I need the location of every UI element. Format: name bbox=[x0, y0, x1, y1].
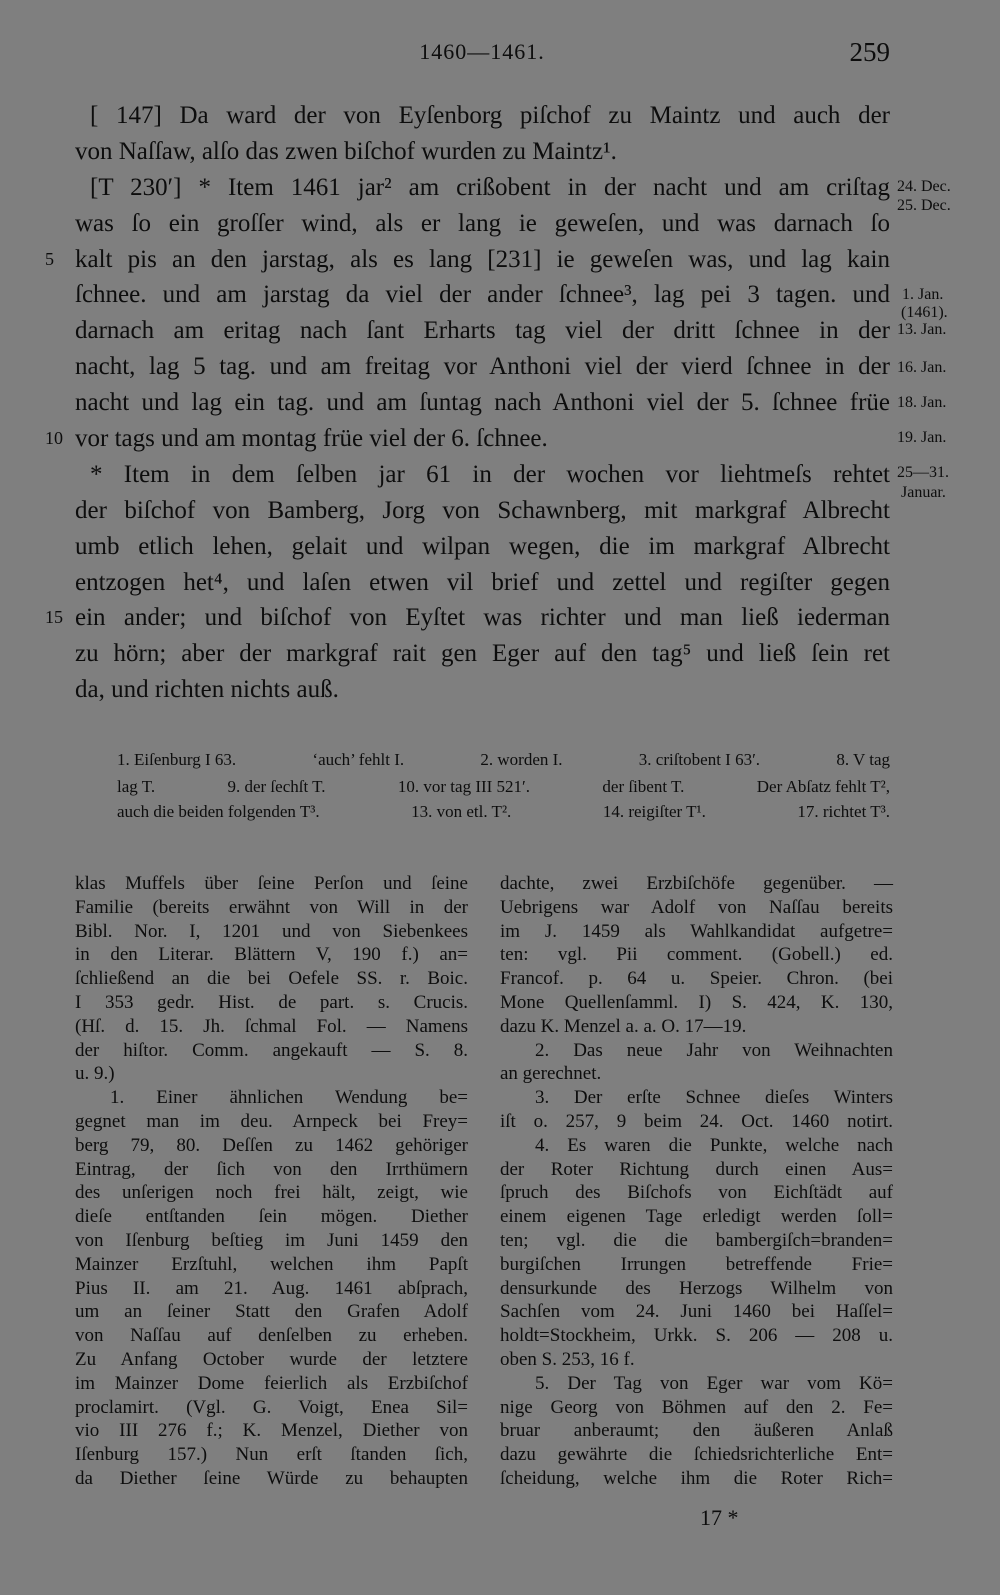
note-line: Zu Anfang October wurde der letztere bbox=[75, 1348, 468, 1370]
note-line: Iſenburg 157.) Nun erſt ſtanden ſich, bbox=[75, 1444, 468, 1466]
note-line: proclamirt. (Vgl. G. Voigt, Enea Sil= bbox=[75, 1396, 468, 1418]
apparatus-entry: 14. reigiſter T¹. bbox=[602, 802, 706, 821]
main-text-line bbox=[75, 493, 890, 529]
line-text: darnach am eritag nach ſant Erharts tag viel der dritt ſchnee in der bbox=[75, 317, 890, 345]
main-text-line bbox=[75, 636, 890, 672]
line-text: nacht und lag ein tag. und am ſuntag nach Anthoni viel der 5. ſchnee früe bbox=[75, 389, 890, 417]
note-line: gegnet man im deu. Arnpeck bei Frey= bbox=[75, 1110, 468, 1132]
main-text-line bbox=[75, 206, 890, 242]
line-text: zu hörn; aber der markgraf rait gen Eger auf den tag⁵ und ließ ſein ret bbox=[75, 640, 890, 668]
apparatus-entry: 13. von etl. T². bbox=[411, 802, 512, 821]
note-line: vio III 276 f.; K. Menzel, Diether von bbox=[75, 1420, 468, 1442]
main-text-line bbox=[45, 421, 890, 457]
line-text: [ 147] Da ward der von Eyſenborg piſchof zu Maintz und auch der bbox=[90, 102, 890, 129]
note-line: oben S. 253, 16 f. bbox=[500, 1348, 635, 1370]
note-line: um an ſeiner Statt den Grafen Adolf bbox=[75, 1301, 468, 1323]
note-line: dieſe entſtanden ſein mögen. Diether bbox=[75, 1206, 468, 1228]
note-line: bruar anberaumt; den äußeren Anlaß bbox=[500, 1420, 893, 1442]
main-text-line bbox=[45, 242, 890, 278]
main-text-line bbox=[75, 313, 890, 349]
apparatus-entry: 17. richtet T³. bbox=[797, 802, 890, 821]
margin-date: (1461). bbox=[901, 304, 948, 321]
main-text-line bbox=[75, 457, 890, 493]
apparatus-entry: 9. der ſechſt T. bbox=[227, 777, 326, 796]
apparatus-line bbox=[117, 799, 890, 825]
line-text: vor tags und am montag früe viel der 6. ſchnee. bbox=[75, 425, 548, 453]
apparatus-entry: 8. V tag bbox=[836, 750, 890, 769]
line-number: 10 bbox=[45, 428, 63, 449]
apparatus-entry: 1. Eiſenburg I 63. bbox=[117, 750, 237, 769]
note-line: des unſerigen noch frei hält, zeigt, wie bbox=[75, 1182, 468, 1204]
apparatus-entry: Der Abſatz fehlt T², bbox=[756, 777, 890, 796]
note-line: ten; vgl. die die bambergiſch=branden= bbox=[500, 1229, 893, 1251]
line-text: der biſchof von Bamberg, Jorg von Schawnberg, mit markgraf Albrecht bbox=[75, 496, 890, 524]
line-number: 5 bbox=[45, 248, 54, 269]
note-line: Sachſen vom 24. Juni 1460 bei Haſſel= bbox=[500, 1301, 893, 1323]
note-line: 2. Das neue Jahr von Weihnachten bbox=[535, 1039, 893, 1061]
line-text: ein ander; und biſchof von Eyſtet was richter und man ließ iederman bbox=[75, 604, 890, 632]
apparatus-entry: 2. worden I. bbox=[480, 750, 563, 769]
note-line: 4. Es waren die Punkte, welche nach bbox=[535, 1134, 893, 1156]
note-line: da Diether ſeine Würde zu behaupten bbox=[75, 1467, 468, 1489]
main-text-line bbox=[75, 349, 890, 385]
note-line: an gerechnet. bbox=[500, 1063, 602, 1085]
line-text: ſchnee. und am jarstag da viel der ander ſchnee³, lag pei 3 tagen. und bbox=[75, 281, 890, 309]
note-line: der hiſtor. Comm. angekauft — S. 8. bbox=[75, 1039, 468, 1061]
note-line: im Mainzer Dome feierlich als Erzbiſchof bbox=[75, 1372, 468, 1394]
note-line: 5. Der Tag von Eger war vom Kö= bbox=[535, 1372, 893, 1394]
note-line: Eintrag, der ſich von den Irrthümern bbox=[75, 1158, 468, 1180]
margin-date: 25—31. bbox=[897, 464, 949, 481]
note-line: densurkunde des Herzogs Wilhelm von bbox=[500, 1277, 893, 1299]
note-line: ſcheidung, welche ihm die Roter Rich= bbox=[500, 1467, 893, 1489]
main-text-line bbox=[75, 672, 890, 708]
margin-date: 1. Jan. bbox=[902, 286, 944, 303]
apparatus-entry: der ſibent T. bbox=[602, 777, 685, 796]
note-line: ſpruch des Biſchofs von Eichſtädt auf bbox=[500, 1182, 893, 1204]
main-text-line bbox=[75, 277, 890, 313]
note-line: nige Georg von Böhmen auf den 2. Fe= bbox=[500, 1396, 893, 1418]
note-line: Uebrigens war Adolf von Naſſau bereits bbox=[500, 896, 893, 918]
note-line: holdt=Stockheim, Urkk. S. 206 — 208 u. bbox=[500, 1325, 893, 1347]
main-text-line bbox=[75, 565, 890, 601]
note-line: in den Literar. Blättern V, 190 f.) an= bbox=[75, 944, 468, 966]
note-line: 3. Der erſte Schnee dieſes Winters bbox=[535, 1087, 893, 1109]
note-line: dazu gewährte die ſchiedsrichterliche Ent= bbox=[500, 1444, 893, 1466]
note-line: iſt o. 257, 9 beim 24. Oct. 1460 notirt. bbox=[500, 1110, 893, 1132]
note-line: Pius II. am 21. Aug. 1461 abſprach, bbox=[75, 1277, 468, 1299]
note-line: Mone Quellenſamml. I) S. 424, K. 130, bbox=[500, 991, 893, 1013]
note-line: dazu K. Menzel a. a. O. 17—19. bbox=[500, 1015, 747, 1037]
line-text: was ſo ein groſſer wind, als er lang ie geweſen, und was darnach ſo bbox=[75, 209, 890, 237]
line-text: [T 230′] * Item 1461 jar² am crißobent in der nacht und am criſtag bbox=[90, 173, 890, 201]
note-line: ten: vgl. Pii comment. (Gobell.) ed. bbox=[500, 944, 893, 966]
note-line: Francof. p. 64 u. Speier. Chron. (bei bbox=[500, 968, 893, 990]
apparatus-entry: 3. criſtobent I 63′. bbox=[638, 750, 761, 769]
note-line: klas Muffels über ſeine Perſon und ſeine bbox=[75, 873, 468, 894]
main-text-line bbox=[75, 529, 890, 565]
line-text: kalt pis an den jarstag, als es lang [231] ie geweſen was, und lag kain bbox=[75, 245, 890, 273]
margin-date: 19. Jan. bbox=[897, 429, 947, 446]
note-line: I 353 gedr. Hist. de part. s. Crucis. bbox=[75, 991, 468, 1013]
main-text-line bbox=[45, 600, 890, 636]
line-text: da, und richten nichts auß. bbox=[75, 676, 339, 704]
note-line: dachte, zwei Erzbiſchöfe gegenüber. — bbox=[500, 873, 893, 894]
line-text: nacht, lag 5 tag. und am freitag vor Anthoni viel der vierd ſchnee in der bbox=[75, 353, 890, 381]
apparatus-line bbox=[117, 774, 890, 800]
note-line: Mainzer Erzſtuhl, welchen ihm Papſt bbox=[75, 1253, 468, 1275]
main-text-line bbox=[75, 134, 890, 170]
margin-date: 25. Dec. bbox=[897, 197, 951, 214]
page-number: 259 bbox=[849, 37, 890, 67]
running-title: 1460—1461. bbox=[419, 39, 545, 64]
line-number: 15 bbox=[45, 607, 63, 628]
signature-mark: 17 * bbox=[700, 1505, 739, 1530]
note-line: einem eigenen Tage erledigt werden ſoll= bbox=[500, 1206, 893, 1228]
margin-date: 13. Jan. bbox=[897, 321, 947, 338]
main-text-line bbox=[75, 170, 890, 206]
note-line: burgiſchen Irrungen betreffende Frie= bbox=[500, 1253, 893, 1275]
apparatus-entry: ‘auch’ fehlt I. bbox=[312, 750, 405, 769]
note-line: ſchließend an die bei Oefele SS. r. Boic. bbox=[75, 968, 468, 990]
note-line: der Roter Richtung durch einen Aus= bbox=[500, 1158, 893, 1180]
apparatus-entry: 10. vor tag III 521′. bbox=[397, 777, 531, 796]
margin-date: 18. Jan. bbox=[897, 394, 947, 411]
note-line: von Naſſau auf denſelben zu erheben. bbox=[75, 1325, 468, 1347]
notes-right-column bbox=[500, 872, 893, 1491]
main-text-line bbox=[75, 98, 890, 134]
note-line: im J. 1459 als Wahlkandidat aufgetre= bbox=[500, 920, 893, 942]
apparatus-line bbox=[117, 747, 890, 773]
note-line: von Iſenburg beſtieg im Juni 1459 den bbox=[75, 1229, 468, 1251]
margin-date: 24. Dec. bbox=[897, 178, 951, 195]
apparatus-entry: lag T. bbox=[117, 777, 156, 796]
note-line: (Hſ. d. 15. Jh. ſchmal Fol. — Namens bbox=[75, 1015, 468, 1037]
line-text: von Naſſaw, alſo das zwen biſchof wurden zu Maintz¹. bbox=[75, 137, 617, 165]
line-text: entzogen het⁴, und laſen etwen vil brief und zettel und regiſter gegen bbox=[75, 568, 890, 596]
line-text: umb etlich lehen, gelait und wilpan wegen, die im markgraf Albrecht bbox=[75, 532, 890, 560]
notes-left-column bbox=[75, 872, 468, 1491]
apparatus-entry: auch die beiden folgenden T³. bbox=[117, 802, 320, 821]
note-line: u. 9.) bbox=[75, 1063, 115, 1085]
note-line: berg 79, 80. Deſſen zu 1462 gehöriger bbox=[75, 1134, 468, 1156]
note-line: Familie (bereits erwähnt von Will in der bbox=[75, 896, 468, 918]
margin-date: 16. Jan. bbox=[897, 359, 947, 376]
main-text bbox=[45, 98, 890, 708]
note-line: 1. Einer ähnlichen Wendung be= bbox=[110, 1087, 468, 1109]
note-line: Bibl. Nor. I, 1201 und von Siebenkees bbox=[75, 920, 468, 942]
main-text-line bbox=[75, 385, 890, 421]
margin-date: Januar. bbox=[901, 484, 946, 501]
line-text: * Item in dem ſelben jar 61 in der wochen vor liehtmeſs rehtet bbox=[90, 460, 890, 488]
